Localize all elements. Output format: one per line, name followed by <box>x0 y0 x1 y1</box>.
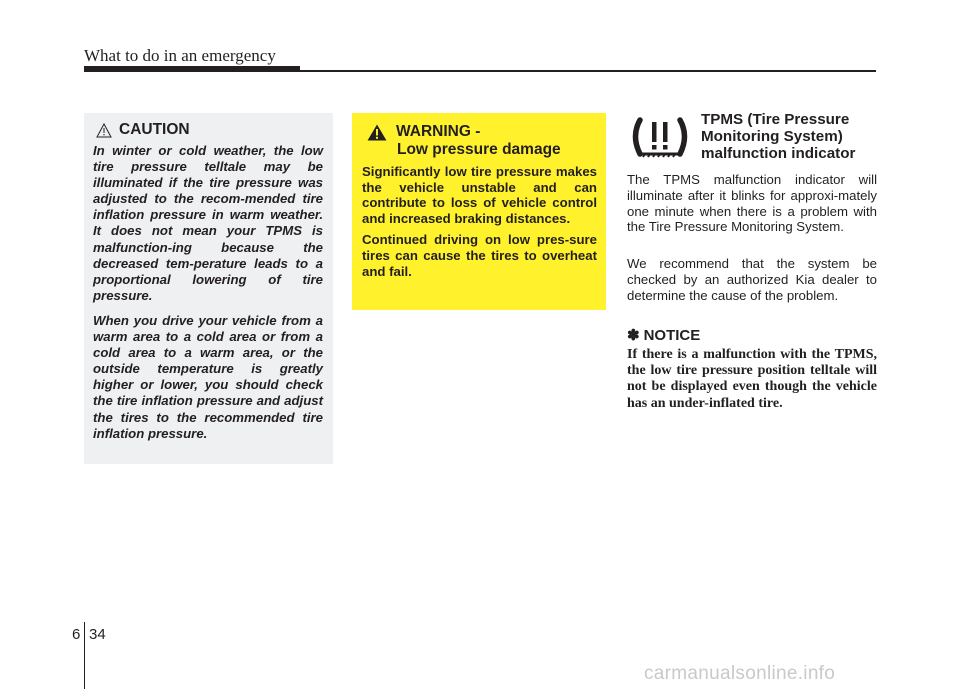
tpms-malfunction-icon <box>628 114 692 164</box>
warning-heading-text: WARNING - <box>396 123 481 140</box>
notice-heading <box>627 326 700 344</box>
caution-triangle-icon <box>96 123 112 138</box>
page-number: 34 <box>89 626 106 643</box>
caution-paragraph: In winter or cold weather, the low tire pressure telltale may be illuminated if the tire pressure was adjusted to the recom-mended tire inflation pressure in warm weather. It does not mean your TPMS is malfunction-ing because the decreased tem-perature leads to a proportional lowering of tire pressure. <box>93 143 323 303</box>
footer-divider <box>84 622 85 689</box>
caution-box <box>84 113 333 464</box>
tpms-paragraph: We recommend that the system be checked by an authorized Kia dealer to determine the cause of the problem. <box>627 256 877 303</box>
notice-star-icon: ✽ <box>627 327 640 344</box>
page-header-title: What to do in an emergency <box>84 46 276 65</box>
caution-paragraph: When you drive your vehicle from a warm area to a cold area or from a cold area to a warm area, or the outside temperature is greatly higher or lower, you should check the tire inflation pressure and adjust the tires to the recommended tire inflation pressure. <box>93 312 323 441</box>
tpms-paragraph: The TPMS malfunction indicator will illuminate after it blinks for approxi-mately one minute when there is a problem with the Tire Pressure Monitoring System. <box>627 172 877 235</box>
caution-heading-text: CAUTION <box>119 121 190 138</box>
warning-triangle-icon <box>367 124 387 141</box>
warning-subheading-text: Low pressure damage <box>397 141 561 158</box>
warning-paragraph: Continued driving on low pres-sure tires can cause the tires to overheat and fail. <box>362 232 597 279</box>
warning-box <box>352 113 606 310</box>
notice-text: If there is a malfunction with the TPMS, the low tire pressure position telltale will not be displayed even though the vehicle has an under-inflated tire. <box>627 347 877 411</box>
tpms-indicator-title: TPMS (Tire Pressure Monitoring System) malfunction indicator <box>701 111 856 162</box>
watermark: carmanualsonline.info <box>644 663 836 684</box>
warning-heading <box>362 123 597 159</box>
notice-heading-text: NOTICE <box>643 326 701 344</box>
caution-heading <box>93 121 323 139</box>
section-number: 6 <box>72 626 81 643</box>
warning-paragraph: Significantly low tire pressure makes the vehicle unstable and can contribute to loss of vehicle control and increased braking distances. <box>362 164 597 226</box>
header-rule <box>84 70 876 72</box>
